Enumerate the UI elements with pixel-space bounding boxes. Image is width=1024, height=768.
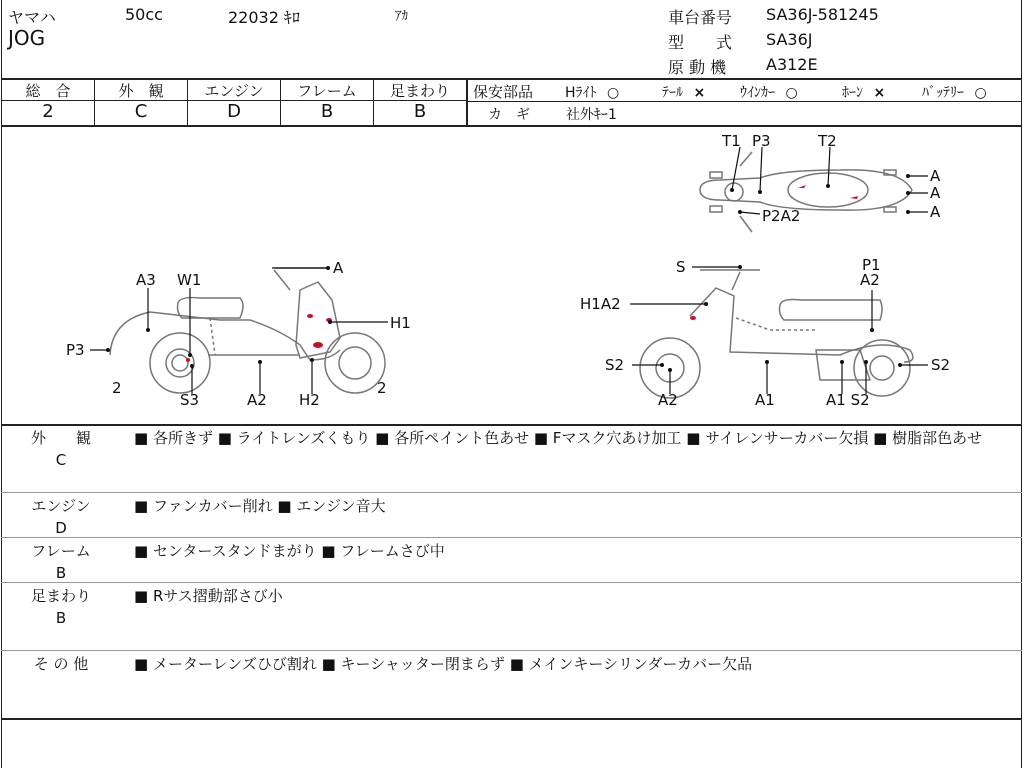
note-exterior: ■ 各所きず ■ ライトレンズくもり ■ 各所ペイント色あせ ■ Fマスク穴あけ加工 ■ サイレンサーカバー欠損 ■ 樹脂部色あせ — [134, 429, 983, 447]
diagram-label: A3 — [136, 271, 156, 289]
diagram-label: P2A2 — [762, 207, 801, 225]
equip-taillight: ﾃｰﾙ × — [662, 85, 706, 101]
rule — [1, 537, 1022, 538]
equip-winker: ｳｲﾝｶｰ ○ — [740, 85, 798, 101]
diagram-label: A — [333, 259, 344, 277]
frame-no-label: 車台番号 — [668, 8, 733, 27]
note-suspension: ■ Rサス摺動部さび小 — [134, 587, 283, 605]
equip-horn: ﾎｰﾝ × — [842, 85, 886, 101]
diagram-label: W1 — [177, 271, 202, 289]
diagram-label: 2 — [112, 379, 122, 397]
note-engine: ■ ファンカバー削れ ■ エンジン音大 — [134, 497, 386, 515]
diagram-label: S3 — [180, 391, 200, 409]
diagram-label: A1 S2 — [826, 391, 870, 409]
grade-header-exterior: 外 観 — [118, 82, 164, 100]
top-view-scooter — [700, 152, 912, 232]
mileage: 22032 ｷﾛ — [228, 8, 300, 27]
key-label: カ ギ — [488, 107, 530, 123]
color: ｱｶ — [395, 9, 408, 24]
type-label: 型 式 — [668, 33, 733, 52]
displacement: 50cc — [125, 5, 163, 24]
note-category-other: そ の 他 — [33, 655, 89, 673]
note-category-frame: フレーム B — [31, 542, 91, 582]
grade-frame: B — [320, 101, 334, 122]
rule — [1, 582, 1022, 583]
diagram-label: A2 — [247, 391, 267, 409]
rule — [1, 492, 1022, 493]
rule — [1, 718, 1022, 720]
diagram-label: H2 — [299, 391, 320, 409]
note-category-engine: エンジン D — [31, 497, 91, 537]
diagram-label: 2 — [377, 379, 387, 397]
note-category-suspension: 足まわり B — [30, 587, 91, 627]
engine-value: A312E — [766, 55, 818, 74]
diagram-label: A — [930, 203, 941, 221]
grade-suspension: B — [413, 101, 427, 122]
note-other: ■ メーターレンズひび割れ ■ キーシャッター閉まらず ■ メインキーシリンダーカバー欠品 — [134, 655, 753, 673]
note-category-exterior: 外 観 C — [30, 429, 91, 469]
rule — [1, 650, 1022, 651]
maker: ヤマハ — [8, 8, 56, 27]
grade-overall: 2 — [42, 101, 54, 122]
model-name: JOG — [8, 26, 46, 50]
grade-engine: D — [227, 101, 241, 122]
equip-battery: ﾊﾞｯﾃﾘｰ ○ — [922, 85, 987, 101]
diagram-label: A2 — [860, 271, 880, 289]
diagram-label: A2 — [658, 391, 678, 409]
engine-label: 原 動 機 — [668, 58, 727, 77]
grade-header-engine: エンジン — [204, 82, 264, 100]
diagram-label: T2 — [818, 132, 837, 150]
right-view-scooter — [640, 270, 913, 398]
diagram-label: A — [930, 184, 941, 202]
equip-headlight: Hﾗｲﾄ ○ — [565, 85, 620, 101]
grade-header-overall: 総 合 — [25, 82, 71, 100]
scooter-diagram — [0, 126, 1024, 424]
diagram-label: P1 — [862, 256, 881, 274]
diagram-label: H1A2 — [580, 295, 621, 313]
diagram-label: S2 — [931, 356, 951, 374]
rule — [1, 424, 1022, 426]
diagram-label: T1 — [722, 132, 741, 150]
rule — [466, 78, 468, 126]
grade-header-frame: フレーム — [297, 82, 357, 100]
key-value: 社外ｷｰ1 — [566, 107, 617, 123]
diagram-label: A — [930, 167, 941, 185]
diagram-label: H1 — [390, 314, 411, 332]
diagram-label: P3 — [752, 132, 771, 150]
diagram-label: A1 — [755, 391, 775, 409]
diagram-label: S — [676, 258, 686, 276]
diagram-label: P3 — [66, 341, 85, 359]
equipment-label: 保安部品 — [473, 83, 534, 101]
frame-no: SA36J-581245 — [766, 5, 879, 24]
type-value: SA36J — [766, 30, 813, 49]
note-frame: ■ センタースタンドまがり ■ フレームさび中 — [134, 542, 445, 560]
grade-header-suspension: 足まわり — [389, 82, 450, 100]
grade-exterior: C — [134, 101, 148, 122]
diagram-label: S2 — [605, 356, 625, 374]
